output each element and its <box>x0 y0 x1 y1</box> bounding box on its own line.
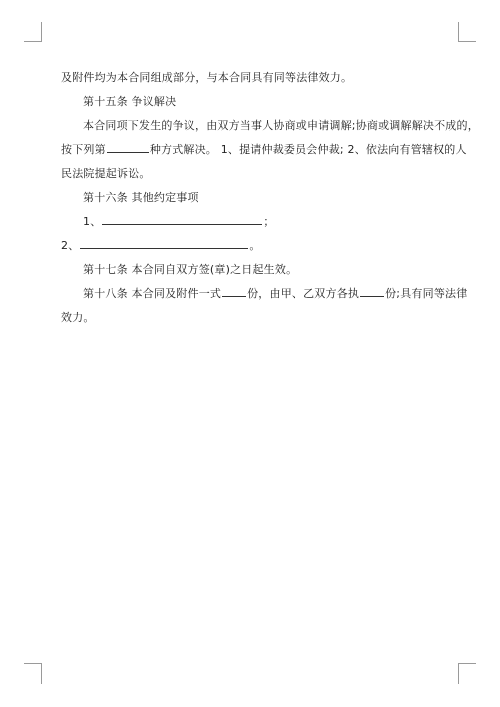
total-copies-blank[interactable] <box>222 283 246 297</box>
article-15-heading <box>61 90 446 114</box>
article-16-item-2 <box>61 234 446 258</box>
paragraph-text: 第十七条 本合同自双方签(章)之日起生效。 <box>83 263 298 276</box>
paragraph-text: 种方式解决。 1、提请仲裁委员会仲裁; 2、依法向有管辖权的人 <box>149 143 467 156</box>
paragraph-text: 份;具有同等法律 <box>385 287 468 300</box>
item-number: 1、 <box>83 215 102 228</box>
heading-text: 第十五条 争议解决 <box>83 95 177 108</box>
paragraph-text: 民法院提起诉讼。 <box>61 167 151 180</box>
article-17 <box>61 258 446 282</box>
paragraph-text: 效力。 <box>61 311 95 324</box>
copies-each-blank[interactable] <box>360 283 384 297</box>
article-18-line-2 <box>61 306 446 330</box>
crop-mark-top-left <box>24 22 42 42</box>
crop-mark-bottom-left <box>24 663 42 685</box>
other-terms-blank-2[interactable] <box>80 235 248 249</box>
heading-text: 第十六条 其他约定事项 <box>83 191 199 204</box>
article-16-heading <box>61 186 446 210</box>
document-body <box>61 66 479 330</box>
paragraph-text: 按下列第 <box>61 143 106 156</box>
article-16-item-1 <box>61 210 446 234</box>
article-18-line-1 <box>61 282 468 306</box>
paragraph-text: 份，由甲、乙双方各执 <box>247 287 360 300</box>
paragraph-text: 本合同项下发生的争议，由双方当事人协商或申请调解;协商或调解解决不成的， <box>83 119 479 132</box>
paragraph-text: 及附件均为本合同组成部分，与本合同具有同等法律效力。 <box>61 71 353 84</box>
crop-mark-top-right <box>458 22 476 42</box>
article-15-paragraph-line-2 <box>61 138 467 162</box>
paragraph-continuation <box>61 66 446 90</box>
paragraph-text: 第十八条 本合同及附件一式 <box>83 287 222 300</box>
other-terms-blank-1[interactable] <box>102 211 262 225</box>
item-punctuation: 。 <box>249 239 261 252</box>
article-15-paragraph-line-1 <box>61 114 479 138</box>
dispute-method-blank[interactable] <box>107 139 149 153</box>
item-number: 2、 <box>61 239 80 252</box>
crop-mark-bottom-right <box>458 663 476 685</box>
item-punctuation: ； <box>263 215 275 228</box>
article-15-paragraph-line-3 <box>61 162 446 186</box>
